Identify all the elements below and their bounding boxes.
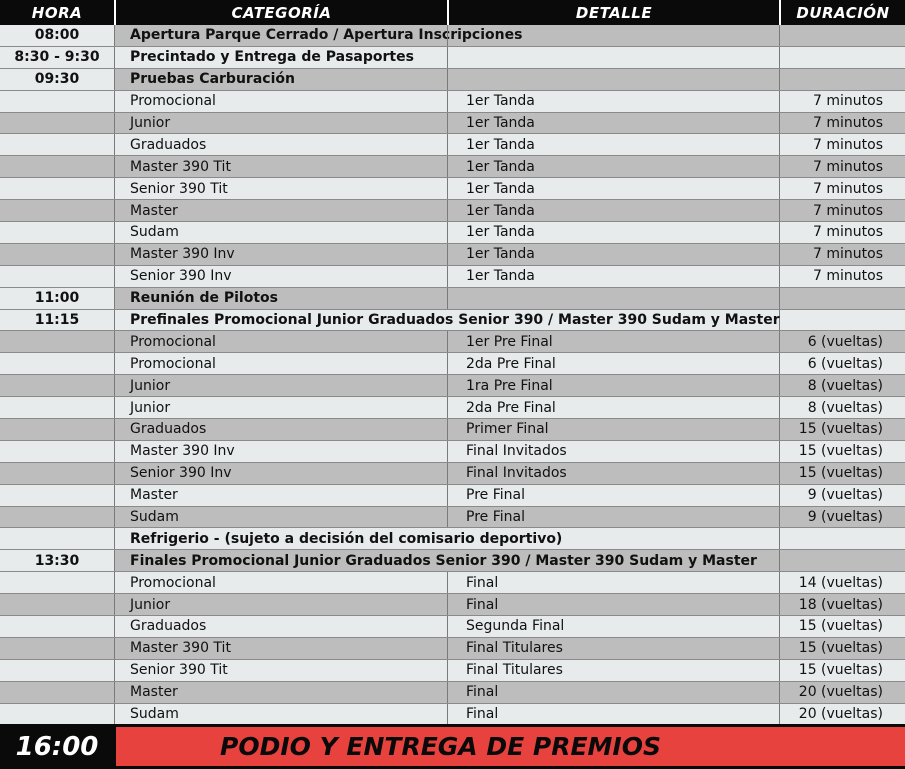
duration-cell: 6 (vueltas) (779, 331, 905, 352)
duration-cell: 8 (vueltas) (779, 397, 905, 418)
detail-cell: 1er Tanda (447, 178, 779, 199)
header-categoria: CATEGORÍA (114, 0, 447, 25)
category-cell: Graduados (114, 616, 447, 637)
detail-cell: 2da Pre Final (447, 353, 779, 374)
detail-cell: Primer Final (447, 419, 779, 440)
table-row (0, 704, 905, 726)
duration-cell: 6 (vueltas) (779, 353, 905, 374)
section-row (0, 288, 905, 310)
time-cell (0, 91, 114, 112)
duration-cell: 7 minutos (779, 113, 905, 134)
duration-cell: 7 minutos (779, 200, 905, 221)
duration-cell: 7 minutos (779, 91, 905, 112)
detail-cell: 1er Tanda (447, 222, 779, 243)
duration-cell: 9 (vueltas) (779, 507, 905, 528)
time-cell (0, 113, 114, 134)
table-row (0, 441, 905, 463)
category-cell: Graduados (114, 134, 447, 155)
table-row (0, 485, 905, 507)
time-cell (0, 704, 114, 725)
duration-cell (779, 310, 905, 331)
table-row (0, 266, 905, 288)
detail-cell: Segunda Final (447, 616, 779, 637)
table-row (0, 222, 905, 244)
time-cell: 11:15 (0, 310, 114, 331)
detail-cell: Final (447, 704, 779, 725)
schedule-table-body (0, 25, 905, 726)
section-row (0, 550, 905, 572)
category-cell: Junior (114, 594, 447, 615)
time-cell (0, 266, 114, 287)
table-row (0, 660, 905, 682)
category-cell: Master 390 Inv (114, 244, 447, 265)
category-cell: Sudam (114, 704, 447, 725)
duration-cell: 7 minutos (779, 222, 905, 243)
table-row (0, 463, 905, 485)
category-cell: Master 390 Inv (114, 441, 447, 462)
section-row (0, 25, 905, 47)
detail-cell: Pre Final (447, 485, 779, 506)
time-cell: 09:30 (0, 69, 114, 90)
detail-cell (447, 25, 779, 46)
duration-cell: 15 (vueltas) (779, 660, 905, 681)
category-cell: Junior (114, 397, 447, 418)
duration-cell: 18 (vueltas) (779, 594, 905, 615)
table-row (0, 572, 905, 594)
category-cell: Master (114, 682, 447, 703)
category-cell: Refrigerio - (sujeto a decisión del comisario deportivo) (114, 528, 779, 549)
detail-cell: 1er Pre Final (447, 331, 779, 352)
table-row (0, 134, 905, 156)
footer-time: 16:00 (15, 731, 99, 762)
detail-cell: 1er Tanda (447, 113, 779, 134)
time-cell (0, 528, 114, 549)
table-row (0, 244, 905, 266)
table-row (0, 375, 905, 397)
detail-cell: 1er Tanda (447, 266, 779, 287)
time-cell (0, 156, 114, 177)
category-cell: Apertura Parque Cerrado / Apertura Inscripciones (114, 25, 447, 46)
duration-cell: 20 (vueltas) (779, 704, 905, 725)
section-row (0, 69, 905, 91)
time-cell: 11:00 (0, 288, 114, 309)
category-cell: Precintado y Entrega de Pasaportes (114, 47, 447, 68)
table-row (0, 91, 905, 113)
duration-cell: 7 minutos (779, 134, 905, 155)
time-cell (0, 441, 114, 462)
time-cell (0, 200, 114, 221)
table-row (0, 397, 905, 419)
category-cell: Master 390 Tit (114, 638, 447, 659)
duration-cell: 15 (vueltas) (779, 638, 905, 659)
category-cell: Promocional (114, 91, 447, 112)
time-cell (0, 375, 114, 396)
duration-cell (779, 69, 905, 90)
category-cell: Master (114, 485, 447, 506)
duration-cell: 15 (vueltas) (779, 463, 905, 484)
category-cell: Graduados (114, 419, 447, 440)
time-cell (0, 507, 114, 528)
time-cell (0, 134, 114, 155)
category-cell: Master 390 Tit (114, 156, 447, 177)
table-row (0, 419, 905, 441)
section-row (0, 528, 905, 550)
duration-cell: 7 minutos (779, 156, 905, 177)
detail-cell: Final Titulares (447, 638, 779, 659)
detail-cell: Final Invitados (447, 441, 779, 462)
duration-cell (779, 528, 905, 549)
footer-banner (0, 724, 905, 769)
category-cell: Sudam (114, 222, 447, 243)
time-cell (0, 397, 114, 418)
time-cell (0, 638, 114, 659)
duration-cell: 8 (vueltas) (779, 375, 905, 396)
category-cell: Senior 390 Inv (114, 266, 447, 287)
detail-cell (447, 47, 779, 68)
detail-cell: 1er Tanda (447, 244, 779, 265)
time-cell (0, 485, 114, 506)
table-header (0, 0, 905, 25)
time-cell (0, 616, 114, 637)
header-hora: HORA (31, 3, 83, 22)
detail-cell: 1er Tanda (447, 134, 779, 155)
detail-cell: 1er Tanda (447, 91, 779, 112)
category-cell: Senior 390 Tit (114, 178, 447, 199)
category-cell: Senior 390 Inv (114, 463, 447, 484)
duration-cell (779, 550, 905, 571)
table-row (0, 507, 905, 529)
detail-cell: 2da Pre Final (447, 397, 779, 418)
detail-cell: 1ra Pre Final (447, 375, 779, 396)
time-cell (0, 353, 114, 374)
detail-cell: Final (447, 594, 779, 615)
category-cell: Promocional (114, 331, 447, 352)
time-cell: 13:30 (0, 550, 114, 571)
detail-cell: 1er Tanda (447, 156, 779, 177)
detail-cell: Final Invitados (447, 463, 779, 484)
duration-cell: 7 minutos (779, 244, 905, 265)
table-row (0, 156, 905, 178)
time-cell (0, 331, 114, 352)
duration-cell (779, 25, 905, 46)
table-row (0, 113, 905, 135)
category-cell: Junior (114, 113, 447, 134)
header-detalle: DETALLE (447, 0, 779, 25)
table-row (0, 178, 905, 200)
duration-cell: 15 (vueltas) (779, 616, 905, 637)
table-row (0, 682, 905, 704)
time-cell (0, 419, 114, 440)
category-cell: Reunión de Pilotos (114, 288, 447, 309)
footer-label: PODIO Y ENTREGA DE PREMIOS (116, 727, 905, 766)
duration-cell: 7 minutos (779, 266, 905, 287)
time-cell (0, 463, 114, 484)
category-cell: Pruebas Carburación (114, 69, 447, 90)
time-cell: 8:30 - 9:30 (0, 47, 114, 68)
duration-cell: 14 (vueltas) (779, 572, 905, 593)
section-row (0, 47, 905, 69)
table-row (0, 616, 905, 638)
detail-cell (447, 288, 779, 309)
category-cell: Promocional (114, 353, 447, 374)
table-row (0, 638, 905, 660)
time-cell (0, 682, 114, 703)
category-cell: Master (114, 200, 447, 221)
detail-cell (447, 69, 779, 90)
duration-cell (779, 47, 905, 68)
detail-cell: Final (447, 682, 779, 703)
table-row (0, 353, 905, 375)
table-row (0, 331, 905, 353)
duration-cell: 7 minutos (779, 178, 905, 199)
duration-cell: 20 (vueltas) (779, 682, 905, 703)
time-cell (0, 178, 114, 199)
time-cell (0, 244, 114, 265)
time-cell: 08:00 (0, 25, 114, 46)
category-cell: Finales Promocional Junior Graduados Senior 390 / Master 390 Sudam y Master (114, 550, 779, 571)
duration-cell: 15 (vueltas) (779, 419, 905, 440)
category-cell: Sudam (114, 507, 447, 528)
detail-cell: Final (447, 572, 779, 593)
time-cell (0, 222, 114, 243)
detail-cell: 1er Tanda (447, 200, 779, 221)
section-row (0, 310, 905, 332)
duration-cell (779, 288, 905, 309)
duration-cell: 15 (vueltas) (779, 441, 905, 462)
table-row (0, 200, 905, 222)
category-cell: Junior (114, 375, 447, 396)
detail-cell: Final Titulares (447, 660, 779, 681)
category-cell: Promocional (114, 572, 447, 593)
table-row (0, 594, 905, 616)
detail-cell: Pre Final (447, 507, 779, 528)
duration-cell: 9 (vueltas) (779, 485, 905, 506)
category-cell: Senior 390 Tit (114, 660, 447, 681)
header-duracion: DURACIÓN (779, 0, 905, 25)
time-cell (0, 660, 114, 681)
time-cell (0, 594, 114, 615)
time-cell (0, 572, 114, 593)
category-cell: Prefinales Promocional Junior Graduados Senior 390 / Master 390 Sudam y Master (114, 310, 779, 331)
